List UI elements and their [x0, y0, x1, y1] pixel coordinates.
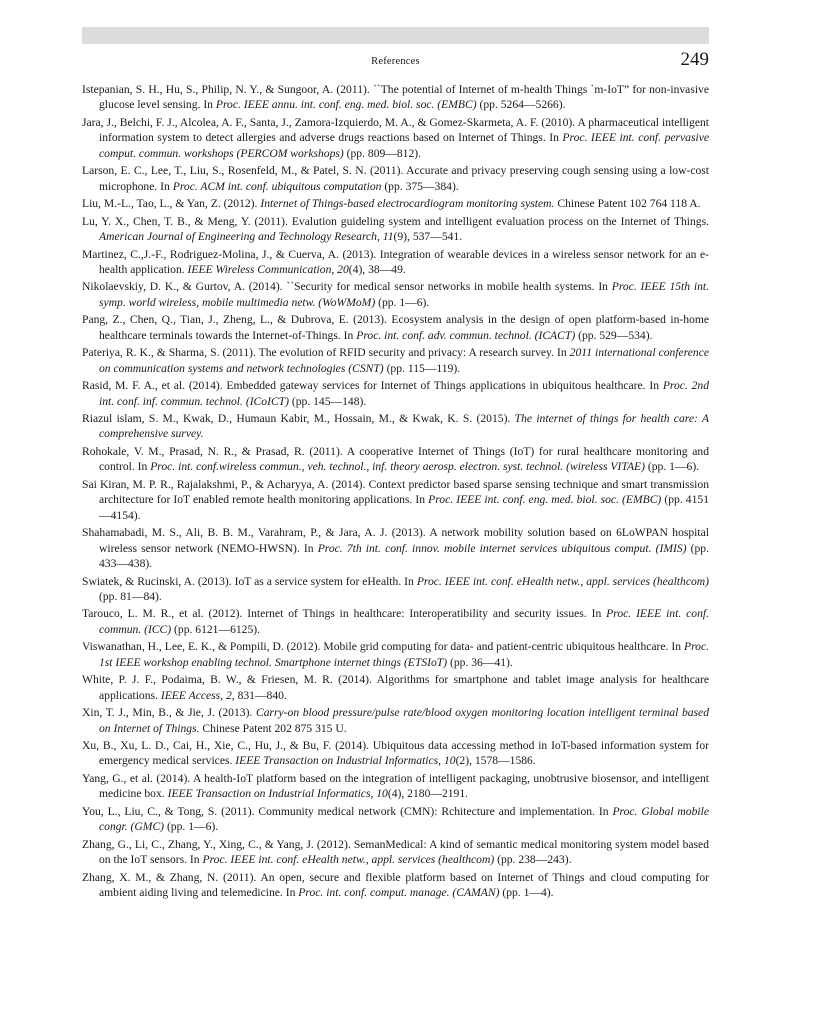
reference-entry [82, 163, 709, 194]
reference-entry [82, 804, 709, 835]
reference-text: Swiatek, & Rucinski, A. (2013). IoT as a service system for eHealth. In [82, 574, 417, 588]
reference-entry [82, 639, 709, 670]
reference-entry [82, 345, 709, 376]
reference-text: Rohokale, V. M., Prasad, N. R., & Prasad, R. (2011). A cooperative Internet of Things (IoT) for rural healthcare monitoring and control. In [82, 444, 709, 474]
reference-entry [82, 525, 709, 571]
reference-venue: Proc. IEEE int. conf. pervasive comput. commun. workshops (PERCOM workshops) [99, 131, 709, 160]
reference-entry [82, 247, 709, 278]
reference-pages: Chinese Patent 102 764 118 A. [554, 197, 701, 211]
reference-pages: (pp. 5264—5266). [476, 98, 566, 112]
reference-list [82, 82, 709, 903]
reference-venue: IEEE Transaction on Industrial Informatics, 10 [167, 787, 388, 801]
reference-text: Rasid, M. F. A., et al. (2014). Embedded gateway services for Internet of Things applications in ubiquitous healthcare. In [82, 379, 663, 393]
reference-pages: Chinese Patent 202 875 315 U. [199, 721, 347, 735]
reference-text: Pateriya, R. K., & Sharma, S. (2011). The evolution of RFID security and privacy: A research survey. In [82, 346, 570, 360]
reference-entry [82, 378, 709, 409]
reference-text: Zhang, G., Li, C., Zhang, Y., Xing, C., & Yang, J. (2012). SemanMedical: A kind of semantic medical monitoring system model based on the IoT sensors. In [82, 837, 709, 867]
reference-venue: Proc. IEEE int. conf. eng. med. biol. soc. (EMBC) [428, 493, 662, 507]
reference-venue: IEEE Access, 2 [160, 688, 232, 702]
running-head [82, 49, 709, 73]
reference-venue: Proc. IEEE annu. int. conf. eng. med. biol. soc. (EMBC) [215, 98, 477, 112]
reference-pages: (pp. 81—84). [99, 589, 162, 603]
reference-venue: Proc. int. conf. adv. commun. technol. (ICACT) [356, 328, 576, 342]
header-rule [82, 27, 709, 44]
reference-entry [82, 738, 709, 769]
reference-venue: The internet of things for health care: A comprehensive survey. [99, 412, 710, 441]
reference-pages: (pp. 115—119). [383, 361, 461, 375]
reference-venue: Proc. Global mobile congr. (GMC) [99, 804, 709, 834]
reference-entry [82, 672, 709, 703]
reference-venue: Internet of Things-based electrocardiogram monitoring system. [260, 197, 555, 211]
reference-text: Yang, G., et al. (2014). A health-IoT platform based on the integration of intelligent packaging, unobtrusive biosensor, and intelligent medicine box. [82, 771, 709, 801]
reference-venue: Proc. 2nd int. conf. inf. commun. technol. (ICoICT) [99, 379, 709, 408]
reference-pages: (pp. 1—4). [499, 886, 554, 900]
reference-entry [82, 279, 709, 310]
reference-entry [82, 477, 709, 523]
reference-venue: 2011 international conference on communication systems and network technologies (CSNT) [99, 346, 710, 375]
reference-text: Xin, T. J., Min, B., & Jie, J. (2013). [82, 706, 256, 720]
reference-entry [82, 196, 709, 211]
reference-pages: (pp. 375—384). [381, 179, 459, 193]
reference-entry [82, 705, 709, 736]
reference-venue: Proc. IEEE int. conf. eHealth netw., appl. services (healthcom) [416, 574, 710, 588]
reference-pages: (4), 38—49. [348, 262, 406, 276]
reference-text: Riazul islam, S. M., Kwak, D., Humaun Kabir, M., Hossain, M., & Kwak, K. S. (2015). [82, 412, 515, 426]
reference-text: Liu, M.-L., Tao, L., & Yan, Z. (2012). [82, 197, 261, 211]
reference-entry [82, 115, 709, 161]
reference-venue: Proc. 1st IEEE workshop enabling technol. Smartphone internet things (ETSIoT) [99, 640, 709, 669]
reference-venue: IEEE Wireless Communication, 20 [187, 262, 349, 276]
reference-pages: (pp. 433—438). [99, 541, 709, 570]
reference-venue: Proc. IEEE int. conf. eHealth netw., appl. services (healthcom) [202, 853, 495, 867]
reference-entry [82, 411, 709, 442]
reference-venue: Proc. int. conf. comput. manage. (CAMAN) [298, 886, 500, 900]
reference-entry [82, 771, 709, 802]
section-title: References [371, 56, 420, 67]
reference-text: Istepanian, S. H., Hu, S., Philip, N. Y., & Sungoor, A. (2011). ``The potential of Internet of m-health Things `m-IoT” for non-invasive glucose level sensing. In [82, 83, 709, 112]
reference-text: Zhang, X. M., & Zhang, N. (2011). An open, secure and flexible platform based on Internet of Things and cloud computing for ambient aiding living and telemedicine. In [82, 870, 709, 900]
reference-venue: Proc. int. conf.wireless commun., veh. technol., inf. theory aerosp. electron. syst. technol. (wireless VITAE) [150, 460, 645, 474]
page-number: 249 [680, 49, 709, 70]
reference-venue: Proc. ACM int. conf. ubiquitous computation [172, 179, 382, 193]
reference-pages: (pp. 36—41). [447, 655, 513, 669]
reference-pages: (pp. 1—6). [164, 820, 219, 834]
reference-pages: , 831—840. [231, 688, 287, 702]
reference-entry [82, 82, 709, 113]
reference-text: You, L., Liu, C., & Tong, S. (2011). Community medical network (CMN): Rchitecture and implementation. In [82, 804, 613, 818]
reference-text: Lu, Y. X., Chen, T. B., & Meng, Y. (2011). Evalution guideling system and intelligent evaluation process on the Internet of Things. [82, 214, 709, 228]
reference-text: Jara, J., Belchi, F. J., Alcolea, A. F., Santa, J., Zamora-Izquierdo, M. A., & Gomez-Skarmeta, A. F. (2010). A pharmaceutical intelligent information system to detect allergies and adverse drugs reactions based on Internet of Things. In [82, 115, 709, 145]
reference-pages: (pp. 1—6). [644, 460, 700, 474]
reference-venue: IEEE Transaction on Industrial Informatics, 10 [235, 754, 456, 768]
reference-entry [82, 606, 709, 637]
reference-pages: (pp. 145—148). [288, 394, 367, 408]
reference-venue: Proc. IEEE 15th int. symp. world wireless, mobile multimedia netw. (WoWMoM) [99, 280, 709, 309]
reference-pages: (pp. 238—243). [494, 853, 572, 867]
reference-text: Martinez, C.,J.-F., Rodriguez-Molina, J., & Cuerva, A. (2013). Integration of wearable devices in a wireless sensor network for an e-health application. [82, 247, 709, 276]
reference-entry [82, 870, 709, 901]
reference-pages: (9), 537—541. [393, 230, 463, 244]
reference-text: Larson, E. C., Lee, T., Liu, S., Rosenfeld, M., & Patel, S. N. (2011). Accurate and privacy preserving cough sensing using a low-cost microphone. In [82, 164, 709, 193]
reference-pages: (pp. 1—6). [375, 295, 430, 309]
reference-entry [82, 214, 709, 245]
reference-text: Sai Kiran, M. P. R., Rajalakshmi, P., & Acharyya, A. (2014). Context predictor based sparse sensing technique and smart transmission architecture for IoT enabled remote health monitoring applications. In [82, 477, 709, 507]
reference-pages: (pp. 4151—4154). [99, 493, 709, 522]
reference-pages: (pp. 529—534). [575, 328, 653, 342]
reference-pages: (pp. 809—812). [343, 146, 422, 160]
reference-text: White, P. J. F., Podaima, B. W., & Friesen, M. R. (2014). Algorithms for smartphone and tablet image analysis for healthcare applications. [82, 673, 709, 702]
reference-venue: Carry-on blood pressure/pulse rate/blood oxygen monitoring location intelligent terminal based on Internet of Things. [99, 706, 709, 735]
reference-text: Pang, Z., Chen, Q., Tian, J., Zheng, L., & Dubrova, E. (2013). Ecosystem analysis in the design of open platform-based in-home healthcare terminals towards the Internet-of-Things. In [82, 313, 709, 342]
reference-venue: American Journal of Engineering and Technology Research, 11 [99, 230, 394, 244]
reference-entry [82, 574, 709, 605]
reference-pages: (2), 1578—1586. [455, 754, 536, 768]
reference-venue: Proc. 7th int. conf. innov. mobile internet services ubiquitous comput. (IMIS) [317, 541, 687, 555]
reference-pages: (pp. 6121—6125). [171, 622, 261, 636]
reference-text: Shahamabadi, M. S., Ali, B. B. M., Varahram, P., & Jara, A. J. (2013). A network mobility solution based on 6LoWPAN hospital wireless sensor network (NEMO-HWSN). In [82, 526, 709, 555]
reference-text: Tarouco, L. M. R., et al. (2012). Internet of Things in healthcare: Interoperatibility and security issues. In [82, 607, 607, 621]
reference-entry [82, 837, 709, 868]
reference-entry [82, 312, 709, 343]
reference-pages: (4), 2180—2191. [387, 787, 469, 801]
reference-text: Viswanathan, H., Lee, E. K., & Pompili, D. (2012). Mobile grid computing for data- and patient-centric ubiquitous healthcare. In [82, 640, 684, 654]
reference-venue: Proc. IEEE int. conf. commun. (ICC) [99, 607, 709, 636]
reference-text: Nikolaevskiy, D. K., & Gurtov, A. (2014). ``Security for medical sensor networks in mobile health systems. In [82, 280, 612, 294]
reference-text: Xu, B., Xu, L. D., Cai, H., Xie, C., Hu, J., & Bu, F. (2014). Ubiquitous data accessing method in IoT-based information system for emergency medical services. [82, 739, 709, 768]
reference-entry [82, 444, 709, 475]
